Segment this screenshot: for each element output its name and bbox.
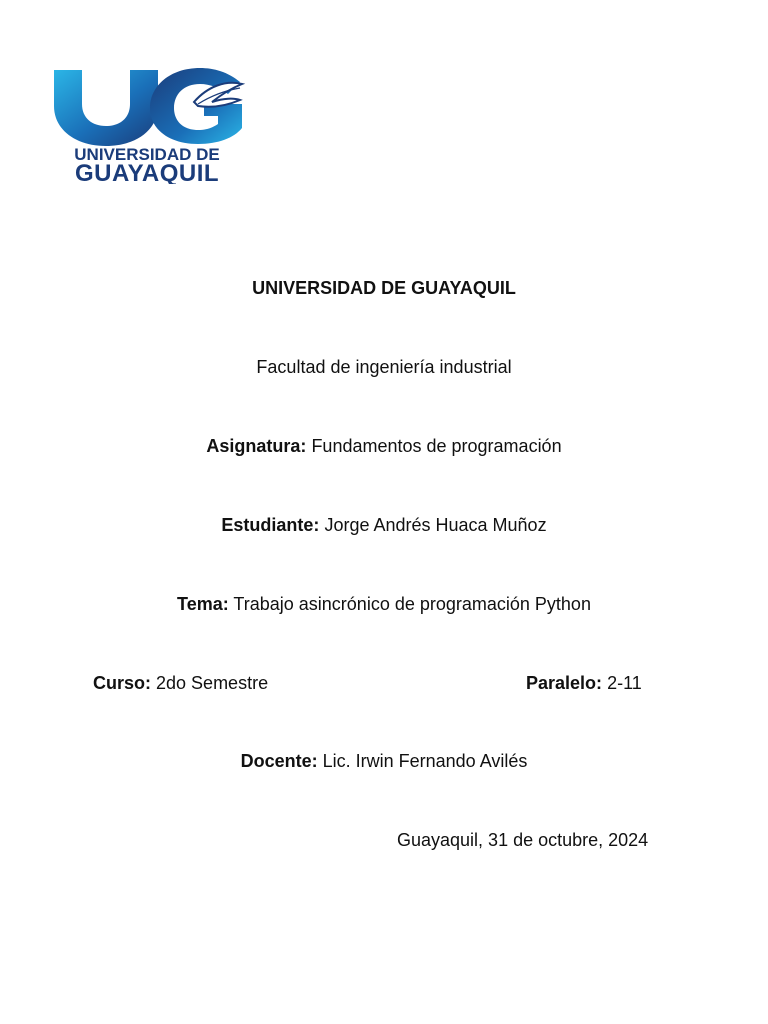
- course-label: Curso:: [93, 673, 151, 693]
- subject-label: Asignatura:: [206, 436, 307, 456]
- student-value: Jorge Andrés Huaca Muñoz: [324, 515, 547, 535]
- parallel-line: [526, 672, 642, 694]
- teacher-label: Docente:: [240, 751, 318, 771]
- course-row: [0, 672, 768, 694]
- teacher-value: Lic. Irwin Fernando Avilés: [322, 751, 528, 771]
- course-value: 2do Semestre: [156, 673, 269, 693]
- logo-letter-g: [150, 68, 242, 144]
- university-logo: [36, 64, 258, 184]
- ug-logo-graphic: [36, 64, 258, 184]
- logo-letter-u: [54, 70, 158, 146]
- place-and-date: Guayaquil, 31 de octubre, 2024: [397, 830, 649, 850]
- topic-label: Tema:: [177, 594, 229, 614]
- subject-value: Fundamentos de programación: [311, 436, 562, 456]
- teacher-line: [0, 750, 768, 772]
- subject-line: [0, 435, 768, 457]
- parallel-value: 2-11: [607, 673, 642, 693]
- faculty-name: Facultad de ingeniería industrial: [256, 357, 512, 377]
- student-line: [0, 514, 768, 536]
- university-name: UNIVERSIDAD DE GUAYAQUIL: [252, 278, 516, 298]
- parallel-label: Paralelo:: [526, 673, 603, 693]
- course-line: [93, 672, 268, 694]
- student-label: Estudiante:: [221, 515, 320, 535]
- logo-text-line2: GUAYAQUIL: [74, 160, 220, 184]
- logo-text-line1: UNIVERSIDAD DE: [74, 145, 220, 164]
- topic-value: Trabajo asincrónico de programación Python: [233, 594, 591, 614]
- topic-line: [0, 593, 768, 615]
- logo-feather: [194, 83, 242, 107]
